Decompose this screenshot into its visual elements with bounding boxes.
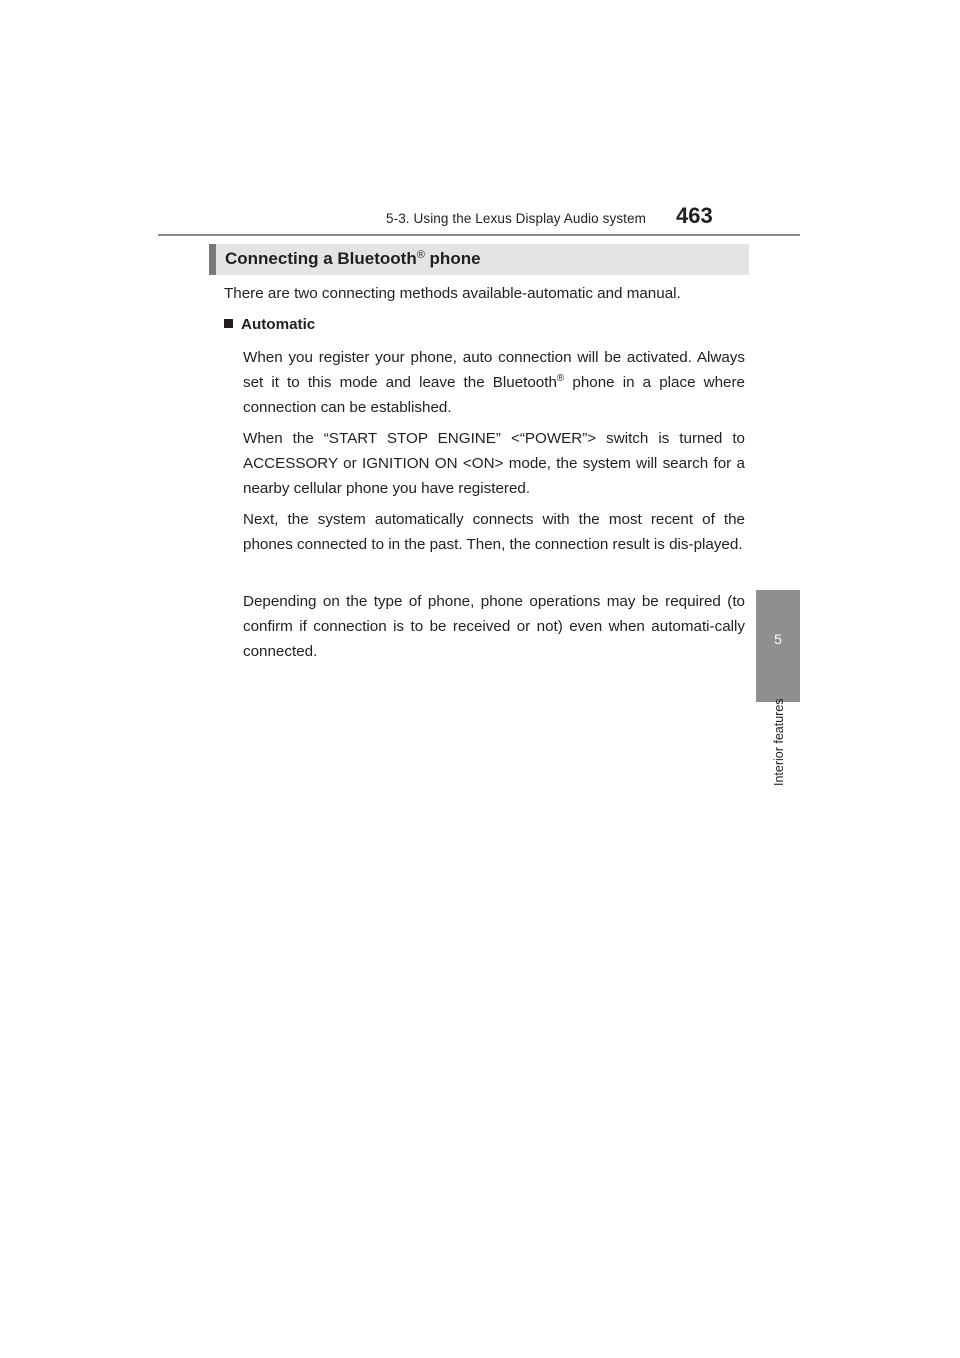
intro-text: There are two connecting methods available-automatic and manual. <box>224 285 681 302</box>
section-title-text: Connecting a Bluetooth <box>225 249 417 268</box>
square-bullet-icon <box>224 319 233 328</box>
section-heading <box>209 244 749 275</box>
paragraph-auto-connection <box>243 345 745 420</box>
section-title-suffix: phone <box>424 249 481 268</box>
paragraph-search: When the “START STOP ENGINE” <“POWER”> switch is turned to ACCESSORY or IGNITION ON <ON> mode, the system will search for a nearby cellular phone you have registered. <box>243 430 745 497</box>
chapter-number: 5 <box>774 631 782 647</box>
section-title <box>225 249 481 269</box>
registered-mark: ® <box>556 373 565 384</box>
paragraph-1-text: When you register your phone, auto connection will be activated. Always set it to this mode and leave the Bluetooth <box>243 349 745 391</box>
registered-mark: ® <box>416 249 425 261</box>
chapter-title-vertical <box>770 676 790 786</box>
running-header <box>158 200 800 236</box>
paragraph-phone-operations: Depending on the type of phone, phone operations may be required (to confirm if connection is to be received or not) even when automati-cally connected. <box>243 593 745 660</box>
paragraph-1-suffix: phone in a place where connection can be established. <box>243 374 745 416</box>
paragraph-connect-recent: Next, the system automatically connects with the most recent of the phones connected to in the past. Then, the connection result is dis-played. <box>243 511 745 553</box>
subheading-label: Automatic <box>241 316 316 333</box>
section-label: 5-3. Using the Lexus Display Audio system <box>386 211 646 226</box>
page-number: 463 <box>676 203 713 228</box>
chapter-title: Interior features <box>772 698 786 786</box>
subheading-automatic <box>224 316 315 333</box>
